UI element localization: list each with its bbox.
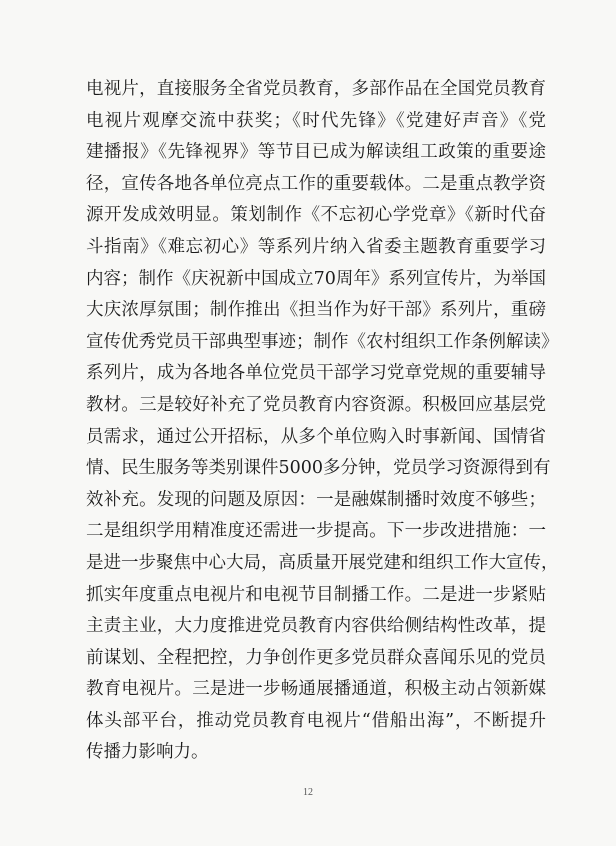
text-line: 传播力影响力。 xyxy=(86,742,209,763)
text-line: 前谋划、全程把控，力争创作更多党员群众喜闻乐见的党员 xyxy=(86,647,546,668)
text-line: 斗指南》《难忘初心》等系列片纳入省委主题教育重要学习 xyxy=(86,236,546,257)
text-line: 教材。三是较好补充了党员教育内容资源。积极回应基层党 xyxy=(86,394,546,415)
text-line: 效补充。发现的问题及原因：一是融媒制播时效度不够些； xyxy=(86,489,546,510)
text-line: 体头部平台，推动党员教育电视片“借船出海”，不断提升 xyxy=(86,710,546,731)
text-line: 系列片，成为各地各单位党员干部学习党章党规的重要辅导 xyxy=(86,363,546,384)
text-line: 主责主业，大力度推进党员教育内容供给侧结构性改革，提 xyxy=(86,616,546,637)
text-line: 抓实年度重点电视片和电视节目制播工作。二是进一步紧贴 xyxy=(86,584,546,605)
text-line: 内容；制作《庆祝新中国成立70周年》系列宣传片，为举国 xyxy=(86,268,546,289)
text-line: 宣传优秀党员干部典型事迹；制作《农村组织工作条例解读》 xyxy=(86,331,559,352)
text-line: 二是组织学用精准度还需进一步提高。下一步改进措施：一 xyxy=(86,521,546,542)
text-line: 教育电视片。三是进一步畅通展播通道，积极主动占领新媒 xyxy=(86,679,546,700)
text-line: 情、民生服务等类别课件5000多分钟，党员学习资源得到有 xyxy=(86,458,551,479)
text-line: 是进一步聚焦中心大局，高质量开展党建和组织工作大宣传， xyxy=(86,552,559,573)
text-line: 电视片，直接服务全省党员教育，多部作品在全国党员教育 xyxy=(86,79,546,99)
text-line: 径，宣传各地各单位亮点工作的重要载体。二是重点教学资 xyxy=(86,173,546,194)
text-line: 建播报》《先锋视界》等节目已成为解读组工政策的重要途 xyxy=(86,142,546,163)
text-line: 电视片观摩交流中获奖；《时代先锋》《党建好声音》《党 xyxy=(86,110,546,131)
text-line: 源开发成效明显。策划制作《不忘初心学党章》《新时代奋 xyxy=(86,205,546,226)
text-line: 大庆浓厚氛围；制作推出《担当作为好干部》系列片，重磅 xyxy=(86,300,546,321)
text-line: 员需求，通过公开招标，从多个单位购入时事新闻、国情省 xyxy=(86,426,546,447)
body-paragraph xyxy=(86,74,559,769)
page-number: 12 xyxy=(303,787,313,798)
